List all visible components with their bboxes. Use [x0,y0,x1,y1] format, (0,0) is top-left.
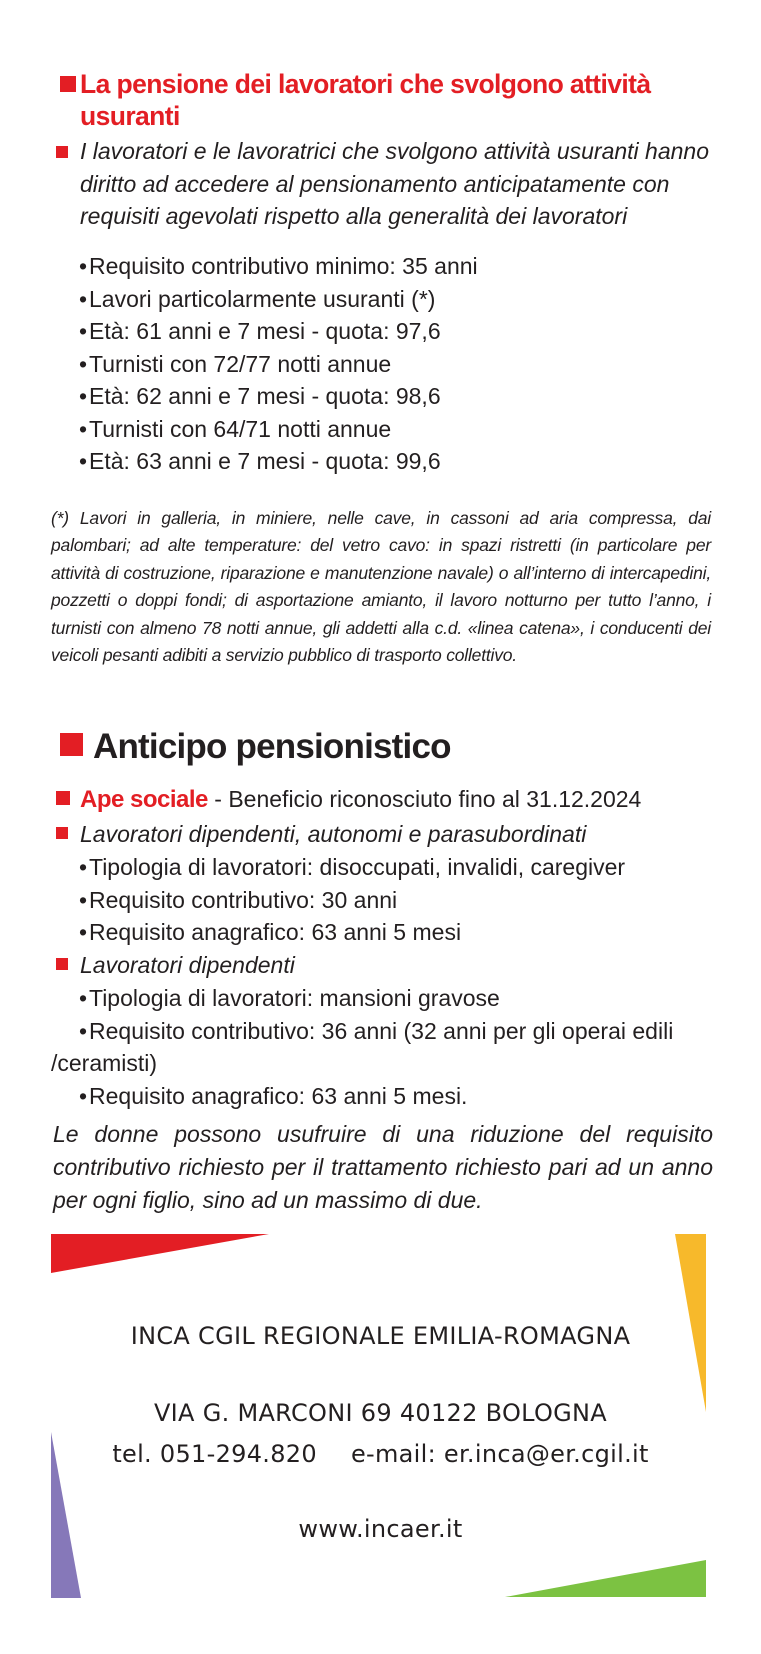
contact-line [0,1440,761,1468]
list-item: •Età: 61 anni e 7 mesi - quota: 97,6 [79,315,478,348]
group2-list [51,982,674,1112]
section-heading-lavori-usuranti [60,68,720,132]
women-reduction-note: Le donne possono usufruire di una riduzione del requisito contributivo richiesto per il trattamento richiesto pari ad un anno per ogni figlio, sino ad un massimo di due. [53,1121,713,1213]
ape-sociale-label: Ape sociale [80,786,208,813]
list-item: •Requisito anagrafico: 63 anni 5 mesi. [79,1080,673,1113]
list-item: •Requisito contributivo minimo: 35 anni [79,250,478,283]
list-item: •Requisito contributivo: 36 anni (32 anni per gli operai edili [79,1015,673,1048]
bullet-dot-icon: • [79,854,88,880]
list-item: •Lavori particolarmente usuranti (*) [79,283,478,316]
requirements-list [79,250,478,478]
list-item: •Tipologia di lavoratori: disoccupati, invalidi, caregiver [79,851,625,884]
bullet-dot-icon: • [79,1082,88,1109]
ape-sociale-line [56,783,641,816]
ape-sociale-text: - Beneficio riconosciuto fino al 31.12.2024 [207,786,642,812]
list-item: •Requisito contributivo: 30 anni [79,884,625,917]
green-triangle-decoration [505,1560,707,1598]
category-dipendenti-autonomi: Lavoratori dipendenti, autonomi e parasubordinati [56,818,586,850]
footnote-usuranti: (*) Lavori in galleria, in miniere, nelle cave, in cassoni ad aria compressa, dai palombari; ad alte temperature: del vetro cavo: in spazi ristretti (in particolare per attività di costruzione, riparazione e manutenzione navale) o all’interno di intercapedini, pozzetti o doppi fondi; di asportazione amianto, il lavoro notturno per tutto l’anno, i turnisti con almeno 78 notti annue, gli addetti alla c.d. «linea catena», i conducenti dei veicoli pesanti adibiti a servizio pubblico di trasporto collettivo. [51,508,711,666]
list-item: •Turnisti con 64/71 notti annue [79,413,478,446]
list-item-continuation: /ceramisti) [51,1050,158,1076]
bullet-dot-icon: • [79,350,88,377]
bullet-dot-icon: • [79,383,88,409]
group1-list [79,851,625,949]
bullet-dot-icon: • [79,448,88,474]
red-square-bullet-icon [56,827,68,839]
bullet-dot-icon: • [79,253,88,279]
list-item: •Età: 63 anni e 7 mesi - quota: 99,6 [79,445,478,478]
bullet-dot-icon: • [79,318,88,344]
bullet-dot-icon: • [79,886,88,913]
bullet-dot-icon: • [79,415,88,442]
bullet-dot-icon: • [79,1017,88,1044]
email-link[interactable]: e-mail: er.inca@er.cgil.it [350,1440,649,1468]
red-triangle-decoration [51,1234,271,1274]
website-link[interactable]: www.incaer.it [298,1515,463,1543]
phone: tel. 051-294.820 [112,1440,317,1468]
list-item: •Tipologia di lavoratori: mansioni gravose [79,982,673,1015]
intro-text: I lavoratori e le lavoratrici che svolgono attività usuranti hanno diritto ad accedere al pensionamento anticipatamente con requisiti agevolati rispetto alla generalità dei lavoratori [80,138,710,229]
organization-name: INCA CGIL REGIONALE EMILIA-ROMAGNA [130,1322,631,1350]
category-dipendenti: Lavoratori dipendenti [56,949,295,981]
intro-paragraph [56,135,716,233]
red-square-bullet-icon [56,146,68,158]
red-square-bullet-icon [56,958,68,970]
bullet-dot-icon: • [79,285,88,312]
red-square-bullet-icon [56,791,70,805]
bullet-dot-icon: • [79,985,88,1011]
bullet-dot-icon: • [79,919,88,945]
section-heading-anticipo [60,726,451,768]
address: VIA G. MARCONI 69 40122 BOLOGNA [153,1399,608,1427]
list-item: •Età: 62 anni e 7 mesi - quota: 98,6 [79,380,478,413]
red-square-bullet-icon [60,733,83,756]
heading-text: La pensione dei lavoratori che svolgono attività usuranti [80,69,651,131]
heading-text: Anticipo pensionistico [93,727,451,766]
list-item: •Requisito anagrafico: 63 anni 5 mesi [79,916,625,949]
red-square-bullet-icon [60,76,76,92]
list-item: •Turnisti con 72/77 notti annue [79,348,478,381]
